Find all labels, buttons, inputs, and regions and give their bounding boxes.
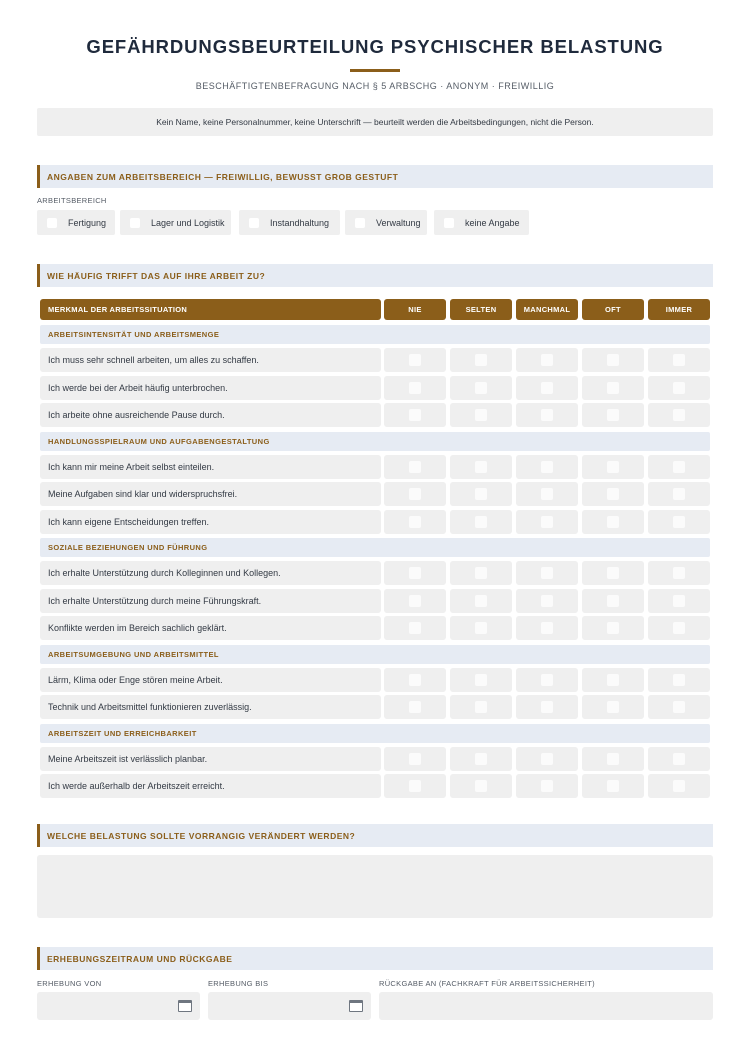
answer-checkbox[interactable] (541, 753, 553, 765)
answer-checkbox[interactable] (475, 409, 487, 421)
question-item: Ich erhalte Unterstützung durch meine Führungskraft. (40, 589, 381, 613)
category-header: ARBEITSZEIT UND ERREICHBARKEIT (40, 724, 710, 743)
checkbox[interactable] (47, 218, 57, 228)
answer-cell[interactable] (384, 695, 446, 719)
answer-cell[interactable] (384, 668, 446, 692)
answer-cell[interactable] (648, 668, 710, 692)
checkbox[interactable] (355, 218, 365, 228)
matrix-header-item: MERKMAL DER ARBEITSSITUATION (40, 299, 381, 320)
answer-cell[interactable] (516, 774, 578, 798)
answer-checkbox[interactable] (409, 382, 421, 394)
checkbox[interactable] (249, 218, 259, 228)
question-item: Ich werde bei der Arbeit häufig unterbrochen. (40, 376, 381, 400)
answer-cell[interactable] (450, 589, 512, 613)
answer-checkbox[interactable] (607, 701, 619, 713)
answer-cell[interactable] (648, 403, 710, 427)
matrix-header-scale: MANCHMAL (516, 299, 578, 320)
answer-checkbox[interactable] (541, 674, 553, 686)
calendar-icon[interactable] (349, 1000, 363, 1012)
answer-cell[interactable] (648, 348, 710, 372)
answer-cell[interactable] (648, 774, 710, 798)
answer-checkbox[interactable] (607, 461, 619, 473)
answer-cell[interactable] (450, 403, 512, 427)
answer-checkbox[interactable] (673, 488, 685, 500)
answer-cell[interactable] (582, 589, 644, 613)
title-underline (350, 69, 400, 72)
answer-cell[interactable] (648, 589, 710, 613)
answer-cell[interactable] (384, 561, 446, 585)
answer-checkbox[interactable] (607, 354, 619, 366)
answer-cell[interactable] (516, 695, 578, 719)
answer-checkbox[interactable] (607, 595, 619, 607)
answer-cell[interactable] (450, 668, 512, 692)
page-title: GEFÄHRDUNGSBEURTEILUNG PSYCHISCHER BELASTUNG (86, 36, 664, 57)
question-item: Meine Arbeitszeit ist verlässlich planbar. (40, 747, 381, 771)
section-header-period (37, 947, 713, 970)
answer-cell[interactable] (516, 668, 578, 692)
answer-checkbox[interactable] (673, 382, 685, 394)
answer-cell[interactable] (450, 695, 512, 719)
answer-checkbox[interactable] (475, 595, 487, 607)
answer-checkbox[interactable] (409, 701, 421, 713)
return-to-field[interactable] (379, 992, 713, 1020)
answer-checkbox[interactable] (541, 622, 553, 634)
answer-cell[interactable] (582, 482, 644, 506)
section-title: ERHEBUNGSZEITRAUM UND RÜCKGABE (47, 953, 233, 964)
area-option-label: Instandhaltung (270, 217, 330, 228)
answer-checkbox[interactable] (475, 461, 487, 473)
answer-cell[interactable] (648, 747, 710, 771)
answer-checkbox[interactable] (673, 354, 685, 366)
answer-cell[interactable] (384, 747, 446, 771)
answer-cell[interactable] (582, 348, 644, 372)
answer-cell[interactable] (384, 482, 446, 506)
answer-checkbox[interactable] (673, 622, 685, 634)
answer-cell[interactable] (648, 482, 710, 506)
answer-cell[interactable] (450, 616, 512, 640)
answer-cell[interactable] (384, 589, 446, 613)
question-item: Lärm, Klima oder Enge stören meine Arbeit. (40, 668, 381, 692)
answer-checkbox[interactable] (409, 780, 421, 792)
area-option[interactable] (120, 210, 231, 235)
answer-checkbox[interactable] (541, 409, 553, 421)
answer-checkbox[interactable] (475, 780, 487, 792)
answer-checkbox[interactable] (673, 409, 685, 421)
answer-cell[interactable] (516, 616, 578, 640)
answer-cell[interactable] (384, 510, 446, 534)
field-label-from: ERHEBUNG VON (37, 979, 102, 988)
answer-cell[interactable] (450, 482, 512, 506)
answer-checkbox[interactable] (607, 753, 619, 765)
answer-checkbox[interactable] (607, 780, 619, 792)
question-item: Ich kann mir meine Arbeit selbst einteilen. (40, 455, 381, 479)
category-header: HANDLUNGSSPIELRAUM UND AUFGABENGESTALTUNG (40, 432, 710, 451)
answer-checkbox[interactable] (541, 567, 553, 579)
answer-checkbox[interactable] (541, 354, 553, 366)
answer-checkbox[interactable] (409, 409, 421, 421)
question-item: Ich erhalte Unterstützung durch Kolleginnen und Kollegen. (40, 561, 381, 585)
answer-cell[interactable] (516, 403, 578, 427)
answer-checkbox[interactable] (607, 516, 619, 528)
area-option[interactable] (345, 210, 427, 235)
answer-cell[interactable] (384, 403, 446, 427)
area-option-label: Verwaltung (376, 217, 421, 228)
answer-checkbox[interactable] (475, 674, 487, 686)
answer-checkbox[interactable] (541, 382, 553, 394)
answer-checkbox[interactable] (409, 461, 421, 473)
answer-checkbox[interactable] (409, 488, 421, 500)
answer-checkbox[interactable] (409, 674, 421, 686)
area-option-label: keine Angabe (465, 217, 520, 228)
answer-cell[interactable] (582, 376, 644, 400)
answer-checkbox[interactable] (673, 461, 685, 473)
answer-checkbox[interactable] (673, 674, 685, 686)
section-header-priority (37, 824, 713, 847)
answer-cell[interactable] (648, 561, 710, 585)
section-title: WELCHE BELASTUNG SOLLTE VORRANGIG VERÄNDERT WERDEN? (47, 830, 356, 841)
answer-cell[interactable] (648, 455, 710, 479)
answer-checkbox[interactable] (673, 780, 685, 792)
question-item: Ich muss sehr schnell arbeiten, um alles zu schaffen. (40, 348, 381, 372)
matrix-header-scale: OFT (582, 299, 644, 320)
answer-cell[interactable] (450, 561, 512, 585)
answer-checkbox[interactable] (409, 516, 421, 528)
answer-cell[interactable] (648, 695, 710, 719)
answer-cell[interactable] (450, 510, 512, 534)
answer-checkbox[interactable] (541, 780, 553, 792)
answer-cell[interactable] (384, 455, 446, 479)
answer-cell[interactable] (450, 747, 512, 771)
answer-checkbox[interactable] (475, 488, 487, 500)
date-to-field[interactable] (208, 992, 371, 1020)
answer-cell[interactable] (516, 482, 578, 506)
answer-checkbox[interactable] (607, 488, 619, 500)
answer-checkbox[interactable] (475, 622, 487, 634)
answer-checkbox[interactable] (475, 354, 487, 366)
field-label-to: ERHEBUNG BIS (208, 979, 269, 988)
question-item: Technik und Arbeitsmittel funktionieren zuverlässig. (40, 695, 381, 719)
answer-checkbox[interactable] (475, 516, 487, 528)
answer-cell[interactable] (516, 589, 578, 613)
answer-checkbox[interactable] (607, 567, 619, 579)
answer-cell[interactable] (582, 403, 644, 427)
answer-checkbox[interactable] (409, 753, 421, 765)
notice-text: Kein Name, keine Personalnummer, keine Unterschrift — beurteilt werden die Arbeitsbedingungen, nicht die Person. (156, 117, 594, 127)
area-option-label: Fertigung (68, 217, 107, 228)
checkbox[interactable] (130, 218, 140, 228)
answer-cell[interactable] (450, 376, 512, 400)
question-item: Ich arbeite ohne ausreichende Pause durch. (40, 403, 381, 427)
answer-checkbox[interactable] (541, 701, 553, 713)
area-option-label: Lager und Logistik (151, 217, 225, 228)
answer-checkbox[interactable] (673, 595, 685, 607)
section-title: WIE HÄUFIG TRIFFT DAS AUF IHRE ARBEIT ZU? (47, 270, 266, 281)
answer-cell[interactable] (582, 747, 644, 771)
area-option[interactable] (239, 210, 340, 235)
answer-checkbox[interactable] (409, 354, 421, 366)
answer-checkbox[interactable] (475, 567, 487, 579)
field-label-return: RÜCKGABE AN (FACHKRAFT FÜR ARBEITSSICHERHEIT) (379, 979, 595, 988)
matrix-header-scale: IMMER (648, 299, 710, 320)
answer-cell[interactable] (516, 510, 578, 534)
question-item: Ich kann eigene Entscheidungen treffen. (40, 510, 381, 534)
area-option[interactable] (434, 210, 529, 235)
answer-cell[interactable] (516, 561, 578, 585)
category-header: SOZIALE BEZIEHUNGEN UND FÜHRUNG (40, 538, 710, 557)
priority-textarea[interactable] (37, 855, 713, 918)
answer-cell[interactable] (582, 561, 644, 585)
answer-checkbox[interactable] (409, 622, 421, 634)
section-title: ANGABEN ZUM ARBEITSBEREICH — FREIWILLIG, BEWUSST GROB GESTUFT (47, 171, 399, 182)
answer-cell[interactable] (450, 774, 512, 798)
section-header-questions (37, 264, 713, 287)
page-subtitle: BESCHÄFTIGTENBEFRAGUNG NACH § 5 ARBSCHG · ANONYM · FREIWILLIG (195, 81, 555, 91)
answer-cell[interactable] (516, 455, 578, 479)
matrix-header-scale: NIE (384, 299, 446, 320)
answer-cell[interactable] (384, 774, 446, 798)
answer-checkbox[interactable] (673, 516, 685, 528)
anonymity-notice (37, 108, 713, 136)
checkbox[interactable] (444, 218, 454, 228)
category-header: ARBEITSUMGEBUNG UND ARBEITSMITTEL (40, 645, 710, 664)
answer-cell[interactable] (648, 616, 710, 640)
answer-cell[interactable] (582, 774, 644, 798)
area-option[interactable] (37, 210, 115, 235)
answer-checkbox[interactable] (475, 382, 487, 394)
answer-checkbox[interactable] (607, 409, 619, 421)
answer-checkbox[interactable] (607, 622, 619, 634)
answer-cell[interactable] (648, 376, 710, 400)
question-item: Meine Aufgaben sind klar und widerspruchsfrei. (40, 482, 381, 506)
answer-cell[interactable] (384, 616, 446, 640)
answer-checkbox[interactable] (541, 516, 553, 528)
answer-cell[interactable] (582, 695, 644, 719)
answer-checkbox[interactable] (607, 674, 619, 686)
answer-checkbox[interactable] (541, 595, 553, 607)
answer-cell[interactable] (450, 348, 512, 372)
answer-cell[interactable] (384, 376, 446, 400)
answer-checkbox[interactable] (409, 567, 421, 579)
section-header-area (37, 165, 713, 188)
answer-checkbox[interactable] (673, 701, 685, 713)
answer-cell[interactable] (648, 510, 710, 534)
answer-checkbox[interactable] (673, 567, 685, 579)
question-item: Konflikte werden im Bereich sachlich geklärt. (40, 616, 381, 640)
answer-checkbox[interactable] (475, 701, 487, 713)
date-from-field[interactable] (37, 992, 200, 1020)
matrix-header-scale: SELTEN (450, 299, 512, 320)
question-item: Ich werde außerhalb der Arbeitszeit erreicht. (40, 774, 381, 798)
answer-cell[interactable] (582, 668, 644, 692)
answer-checkbox[interactable] (541, 461, 553, 473)
category-header: ARBEITSINTENSITÄT UND ARBEITSMENGE (40, 325, 710, 344)
answer-checkbox[interactable] (673, 753, 685, 765)
answer-cell[interactable] (516, 747, 578, 771)
answer-cell[interactable] (516, 348, 578, 372)
calendar-icon[interactable] (178, 1000, 192, 1012)
answer-checkbox[interactable] (541, 488, 553, 500)
answer-checkbox[interactable] (409, 595, 421, 607)
field-label-area: ARBEITSBEREICH (37, 196, 107, 205)
answer-checkbox[interactable] (607, 382, 619, 394)
answer-cell[interactable] (582, 616, 644, 640)
answer-cell[interactable] (516, 376, 578, 400)
answer-cell[interactable] (582, 510, 644, 534)
answer-cell[interactable] (384, 348, 446, 372)
answer-cell[interactable] (582, 455, 644, 479)
answer-cell[interactable] (450, 455, 512, 479)
answer-checkbox[interactable] (475, 753, 487, 765)
